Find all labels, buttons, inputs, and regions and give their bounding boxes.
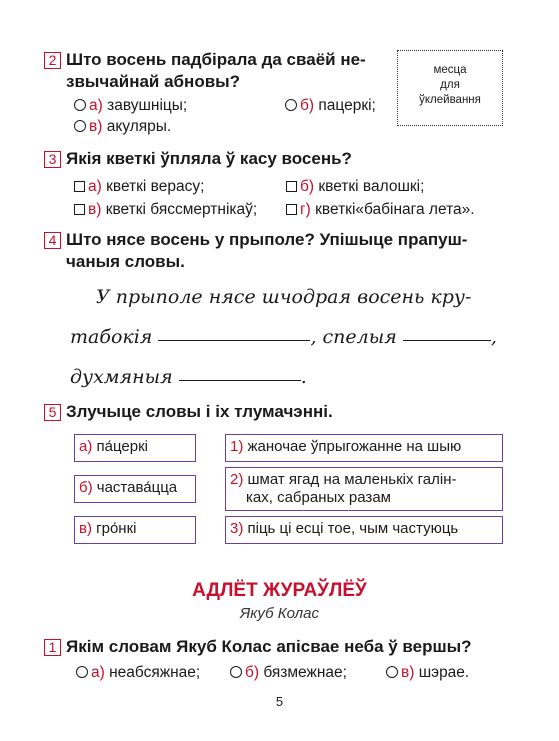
question-5-number: 5: [44, 404, 61, 421]
q2-option-v[interactable]: в) акуляры.: [74, 118, 171, 136]
q3-option-a[interactable]: а) кветкі верасу;: [74, 178, 204, 196]
q3-option-g[interactable]: г) кветкі«бабінага лета».: [286, 201, 475, 219]
definition-box-2[interactable]: 2) шмат ягад на маленькіх галін- ках, сабраных разам: [225, 467, 503, 511]
blank-input-2[interactable]: [403, 340, 491, 341]
q6-option-v[interactable]: в) шэрае.: [386, 664, 469, 682]
blank-input-1[interactable]: [158, 340, 310, 341]
question-3-text: Якія кветкі ўпляла ў касу восень?: [66, 149, 352, 168]
word-box-v[interactable]: в) гро́нкі: [74, 516, 196, 544]
radio-circle-icon[interactable]: [76, 666, 88, 678]
question-3-number: 3: [44, 151, 61, 168]
definition-box-1[interactable]: 1) жаночае ўпрыгожанне на шыю: [225, 434, 503, 462]
question-2-text-line2: звычайнай абновы?: [66, 72, 241, 91]
question-2-number: 2: [44, 52, 61, 69]
q3-option-b[interactable]: б) кветкі валошкі;: [286, 178, 424, 196]
question-6-text: Якім словам Якуб Колас апісвае неба ў вершы?: [66, 637, 472, 656]
fill-in-line-1: У прыполе нясе шчодрая восень кру-: [96, 286, 472, 308]
radio-circle-icon[interactable]: [74, 99, 86, 111]
question-4-text-line2: чаныя словы.: [66, 252, 185, 271]
q2-option-a[interactable]: а) завушніцы;: [74, 97, 187, 115]
q3-option-v[interactable]: в) кветкі бяссмертнікаў;: [74, 201, 257, 219]
question-2-text-line1: Што восень падбірала да сваёй не-: [66, 50, 366, 69]
radio-circle-icon[interactable]: [386, 666, 398, 678]
radio-circle-icon[interactable]: [74, 120, 86, 132]
page-number: 5: [275, 694, 284, 709]
paste-area-box: месца для ўклейвання: [397, 50, 503, 126]
poem-title: АДЛЁТ ЖУРАЎЛЁЎ: [192, 580, 367, 601]
checkbox-square-icon[interactable]: [74, 204, 85, 215]
checkbox-square-icon[interactable]: [286, 181, 297, 192]
q6-option-a[interactable]: а) неабсяжнае;: [76, 664, 200, 682]
poem-author: Якуб Колас: [240, 605, 319, 622]
question-4-number: 4: [44, 232, 61, 249]
question-4-text-line1: Што нясе восень у прыполе? Упішыце прапуш-: [66, 230, 468, 249]
definition-box-3[interactable]: 3) піць ці есці тое, чым частуюць: [225, 516, 503, 544]
radio-circle-icon[interactable]: [230, 666, 242, 678]
word-box-a[interactable]: а) па́церкі: [74, 434, 196, 462]
word-box-b[interactable]: б) частава́цца: [74, 475, 196, 503]
fill-in-line-3: духмяныя .: [70, 366, 307, 388]
question-6-number: 1: [44, 639, 61, 656]
question-5-text: Злучыце словы і іх тлумачэнні.: [66, 402, 333, 421]
radio-circle-icon[interactable]: [285, 99, 297, 111]
checkbox-square-icon[interactable]: [286, 204, 297, 215]
checkbox-square-icon[interactable]: [74, 181, 85, 192]
blank-input-3[interactable]: [179, 380, 301, 381]
q6-option-b[interactable]: б) бязмежнае;: [230, 664, 347, 682]
fill-in-line-2: табокія , спелыя ,: [70, 326, 497, 348]
q2-option-b[interactable]: б) пацеркі;: [285, 97, 376, 115]
